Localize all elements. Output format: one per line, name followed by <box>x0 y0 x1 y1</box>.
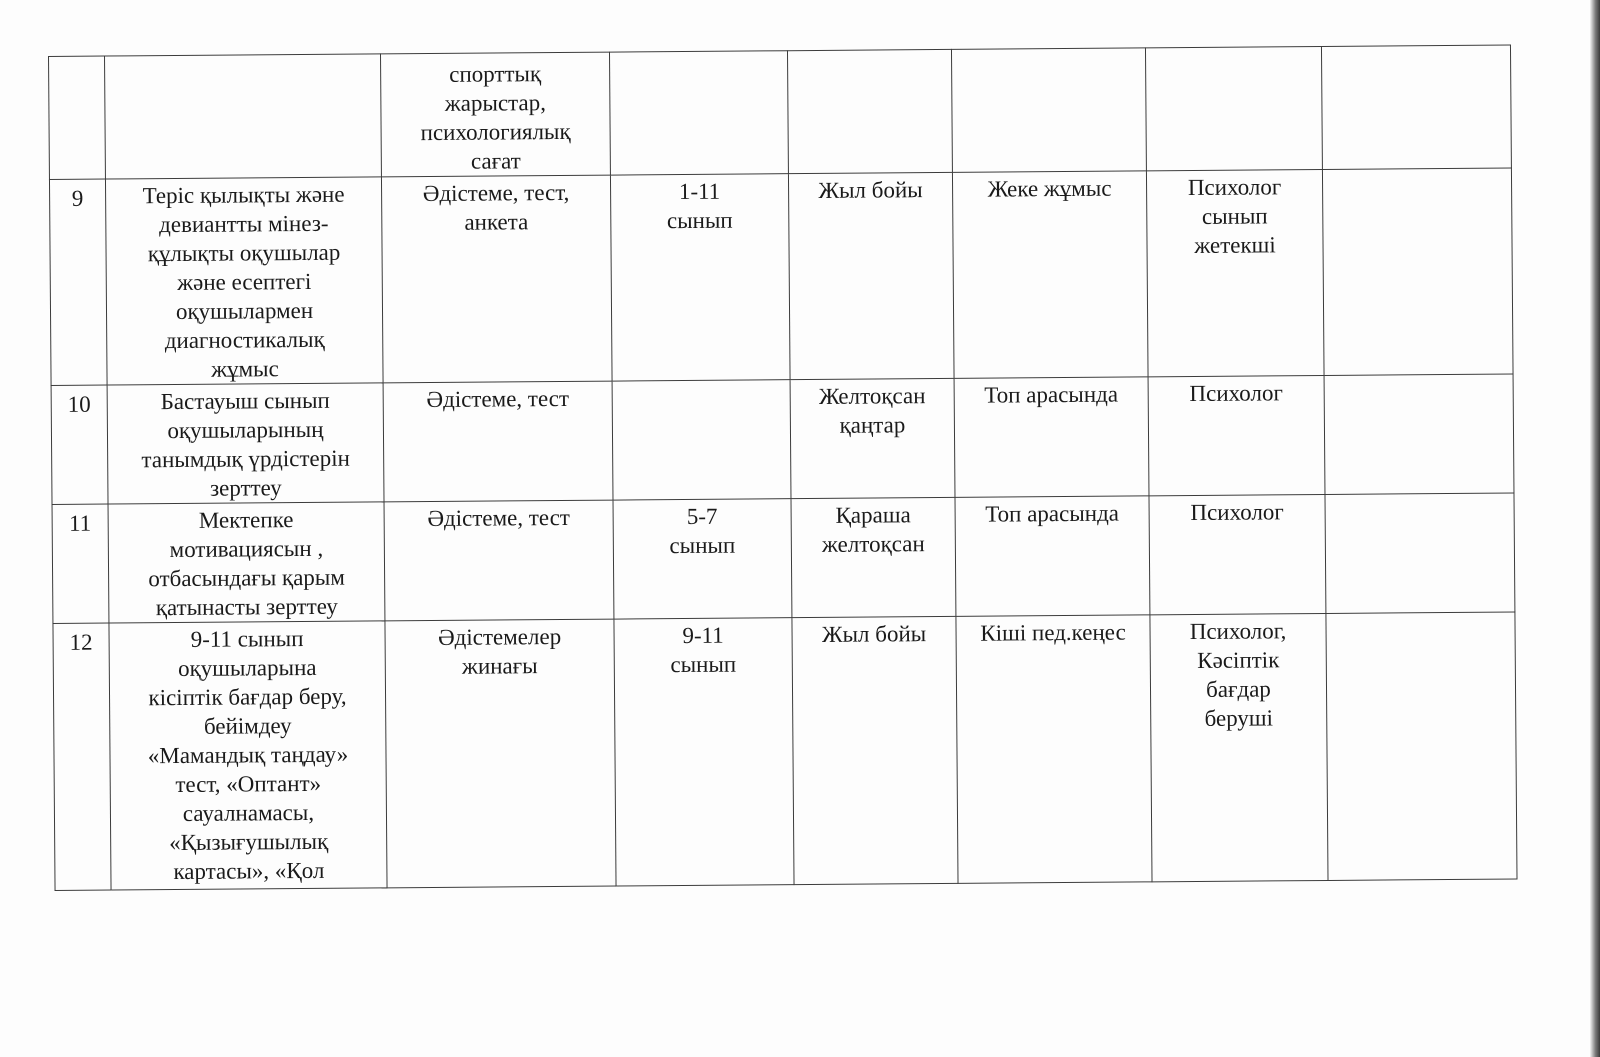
grade-text: 1-11 сынып <box>666 178 733 234</box>
row-number-cell <box>53 623 111 890</box>
responsible-text: Психолог сынып жетекші <box>1187 174 1282 259</box>
row-number: 10 <box>67 391 91 417</box>
row-number: 9 <box>71 185 84 211</box>
responsible-cell <box>1150 613 1328 881</box>
note-text <box>1332 615 1508 616</box>
responsible-text: Психолог <box>1189 380 1283 407</box>
table-row <box>49 168 1513 385</box>
period-text <box>794 56 945 57</box>
form-cell <box>951 48 1146 173</box>
period-text: Жыл бойы <box>821 621 927 647</box>
row-number-cell <box>49 179 107 385</box>
row-number: 11 <box>68 510 92 536</box>
method-text: Әдістеме, тест, анкета <box>422 179 570 235</box>
row-number-cell <box>51 385 108 504</box>
form-text: Жеке жұмыс <box>987 175 1112 202</box>
form-text: Топ арасында <box>985 500 1120 527</box>
note-cell <box>1324 374 1514 494</box>
topic-cell <box>109 621 387 890</box>
method-cell <box>383 381 613 502</box>
grade-text <box>616 57 781 58</box>
topic-cell <box>105 177 383 385</box>
note-text <box>1328 52 1504 53</box>
method-cell <box>385 619 616 888</box>
responsible-cell <box>1149 494 1326 614</box>
responsible-text: Психолог, Кәсіптік бағдар беруші <box>1189 618 1287 731</box>
grade-text: 9-11 сынып <box>670 622 737 678</box>
period-cell <box>792 616 958 884</box>
note-cell <box>1322 168 1513 375</box>
method-cell <box>381 175 612 383</box>
grade-cell <box>610 174 790 381</box>
period-cell <box>787 49 952 173</box>
row-number-cell <box>52 504 109 623</box>
period-cell <box>791 497 956 617</box>
table-row <box>53 612 1517 890</box>
topic-cell <box>105 54 382 179</box>
note-text <box>1332 496 1508 497</box>
note-cell <box>1325 493 1515 613</box>
method-text: Әдістемелер жинағы <box>437 623 562 679</box>
method-cell <box>380 52 610 177</box>
method-text: Әдістеме, тест <box>426 385 570 413</box>
grade-cell <box>614 618 794 886</box>
period-text: Жыл бойы <box>818 177 923 203</box>
topic-text: Теріс қылықты және девиантты мінез- құлықты оқушылар және есептегі оқушылармен диагностикалық жұмыс <box>142 181 345 382</box>
grade-cell <box>613 499 792 619</box>
responsible-cell <box>1148 375 1325 495</box>
form-cell <box>952 171 1148 379</box>
period-cell <box>788 172 954 379</box>
grade-cell <box>612 380 791 500</box>
topic-text: Мектепке мотивациясын , отбасындағы қарым қатынасты зерттеу <box>148 507 345 621</box>
period-text: Желтоқсан қаңтар <box>818 383 926 438</box>
form-text <box>958 54 1139 55</box>
form-text: Топ арасында <box>984 381 1119 408</box>
responsible-cell <box>1145 46 1322 170</box>
responsible-text <box>1152 53 1315 54</box>
table-row <box>49 45 1512 179</box>
method-text: спорттық жарыстар, психологиялық сағат <box>420 61 571 174</box>
work-plan-table <box>48 45 1518 891</box>
topic-cell <box>108 502 385 623</box>
plan-table-container <box>48 45 1517 891</box>
row-number-cell <box>49 56 106 179</box>
table-row <box>51 374 1514 504</box>
form-cell <box>955 496 1150 617</box>
grade-text <box>619 382 784 383</box>
period-cell <box>790 378 955 498</box>
note-cell <box>1321 45 1511 169</box>
period-text: Қараша желтоқсан <box>821 502 925 557</box>
note-text <box>1329 171 1505 172</box>
topic-text: Бастауыш сынып оқушыларының танымдық үрдістерін зерттеу <box>141 387 350 501</box>
form-cell <box>956 615 1152 884</box>
form-text: Кіші пед.кеңес <box>980 619 1126 646</box>
grade-text: 5-7 сынып <box>669 503 736 559</box>
topic-text <box>111 60 374 62</box>
form-cell <box>954 377 1149 498</box>
row-number: 12 <box>69 629 93 655</box>
method-cell <box>384 500 614 621</box>
note-cell <box>1326 612 1517 880</box>
grade-cell <box>609 51 788 175</box>
topic-text: 9-11 сынып оқушыларына кісіптік бағдар беру, бейімдеу «Мамандық таңдау» тест, «Оптант» сауалнамасы, «Қызығушылық картасы», «Қол <box>147 626 349 885</box>
topic-cell <box>107 383 384 504</box>
table-row <box>52 493 1515 623</box>
responsible-text: Психолог <box>1190 499 1284 526</box>
scan-edge-shadow <box>1590 0 1600 1057</box>
method-text: Әдістеме, тест <box>427 504 571 532</box>
note-text <box>1331 377 1507 378</box>
responsible-cell <box>1146 169 1324 376</box>
